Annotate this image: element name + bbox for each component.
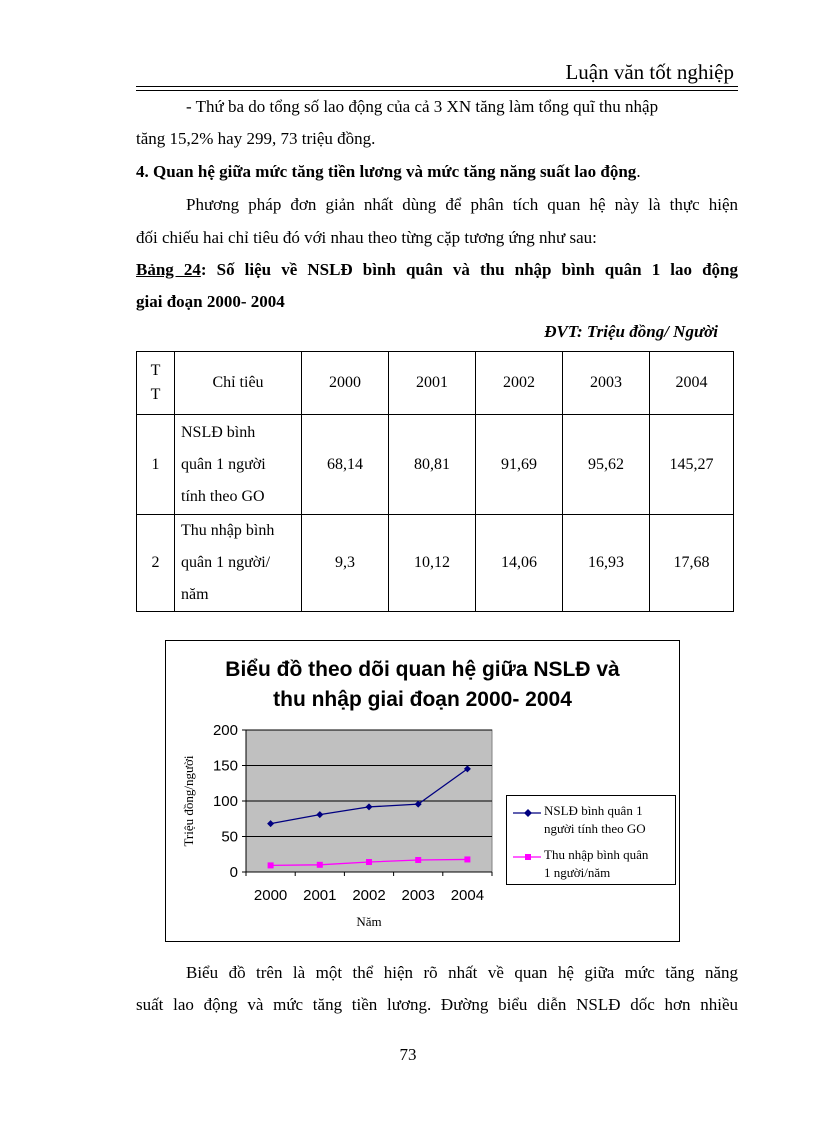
header-tt-line-1: T <box>150 362 161 379</box>
closing-line-1: Biểu đồ trên là một thể hiện rõ nhất về quan hệ giữa mức tăng năng <box>186 963 738 982</box>
x-tick-label: 2002 <box>352 887 386 904</box>
header-year: 2002 <box>476 352 563 415</box>
legend-label-line: 1 người/năm <box>544 865 611 880</box>
row-label-line: NSLĐ bình <box>181 423 256 441</box>
paragraph-1-line-2: đối chiếu hai chỉ tiêu đó với nhau theo từng cặp tương ứng như sau: <box>136 228 597 247</box>
row-label-line: quân 1 người <box>181 455 266 473</box>
legend-label-income <box>544 846 674 882</box>
row-value: 68,14 <box>302 415 389 515</box>
data-point <box>415 857 421 863</box>
y-tick-label: 100 <box>212 793 238 810</box>
header-year: 2000 <box>302 352 389 415</box>
row-value: 80,81 <box>389 415 476 515</box>
row-tt: 1 <box>137 415 175 515</box>
row-value: 17,68 <box>650 515 734 612</box>
legend-label-line: người tính theo GO <box>544 821 646 836</box>
header-metric: Chỉ tiêu <box>175 352 302 415</box>
legend-swatch-income <box>513 852 541 862</box>
chart-title-line-1: Biểu đồ theo dõi quan hệ giữa NSLĐ và <box>225 658 620 681</box>
chart-legend <box>506 795 676 885</box>
paragraph-1-line-1: Phương pháp đơn giản nhất dùng để phân tích quan hệ này là thực hiện <box>186 195 738 214</box>
row-label-line: Thu nhập bình <box>181 522 275 539</box>
y-tick-label: 50 <box>221 828 238 846</box>
page-number: 73 <box>399 1045 417 1064</box>
row-value: 145,27 <box>650 415 734 515</box>
row-value: 10,12 <box>389 515 476 612</box>
data-point <box>366 859 372 865</box>
y-tick-label: 0 <box>229 864 238 881</box>
header-year: 2001 <box>389 352 476 415</box>
header-year: 2003 <box>563 352 650 415</box>
header-year: 2004 <box>650 352 734 415</box>
header-tt-line-2: T <box>150 386 161 403</box>
row-tt: 2 <box>137 515 175 612</box>
row-label-line: năm <box>181 586 209 603</box>
x-tick-label: 2004 <box>450 887 485 904</box>
row-value: 95,62 <box>563 415 650 515</box>
row-label-line: tính theo GO <box>181 487 265 505</box>
data-point <box>268 862 274 868</box>
section-heading-period: . <box>636 162 641 181</box>
closing-line-2: suất lao động và mức tăng tiền lương. Đường biểu diễn NSLĐ dốc hơn nhiều <box>136 995 738 1014</box>
legend-label-nsld <box>544 802 674 838</box>
legend-label-line: Thu nhập bình quân <box>544 847 649 862</box>
x-tick-label: 2001 <box>303 887 337 904</box>
x-tick-label: 2000 <box>253 887 288 904</box>
row-value: 14,06 <box>476 515 563 612</box>
data-point <box>464 856 470 862</box>
row-value: 9,3 <box>302 515 389 612</box>
row-value: 91,69 <box>476 415 563 515</box>
body-line-2: tăng 15,2% hay 299, 73 triệu đồng. <box>136 129 376 148</box>
data-point <box>317 862 323 868</box>
y-tick-label: 150 <box>212 757 238 775</box>
table-label: Bảng 24 <box>136 260 201 279</box>
x-tick-label: 2003 <box>401 887 435 904</box>
row-value: 16,93 <box>563 515 650 612</box>
y-axis-label: Triệu đồng/người <box>181 755 196 847</box>
row-label-line: quân 1 người/ <box>181 554 271 571</box>
y-tick-label: 200 <box>212 722 238 739</box>
section-heading-text: 4. Quan hệ giữa mức tăng tiền lương và mức tăng năng suất lao động <box>136 162 637 181</box>
table-caption-line-2: giai đoạn 2000- 2004 <box>136 292 285 311</box>
x-axis-label: Năm <box>356 914 382 929</box>
legend-label-line: NSLĐ bình quân 1 <box>544 803 643 818</box>
table-caption-text: : Số liệu về NSLĐ bình quân và thu nhập bình quân 1 lao động <box>200 260 738 279</box>
unit-label: ĐVT: Triệu đồng/ Người <box>544 322 718 341</box>
page-header-title: Luận văn tốt nghiệp <box>565 60 734 84</box>
chart-title-line-2: thu nhập giai đoạn 2000- 2004 <box>273 688 572 711</box>
legend-swatch-nsld <box>513 808 541 818</box>
body-line-1: - Thứ ba do tổng số lao động của cả 3 XN tăng làm tổng quĩ thu nhập <box>186 97 659 116</box>
